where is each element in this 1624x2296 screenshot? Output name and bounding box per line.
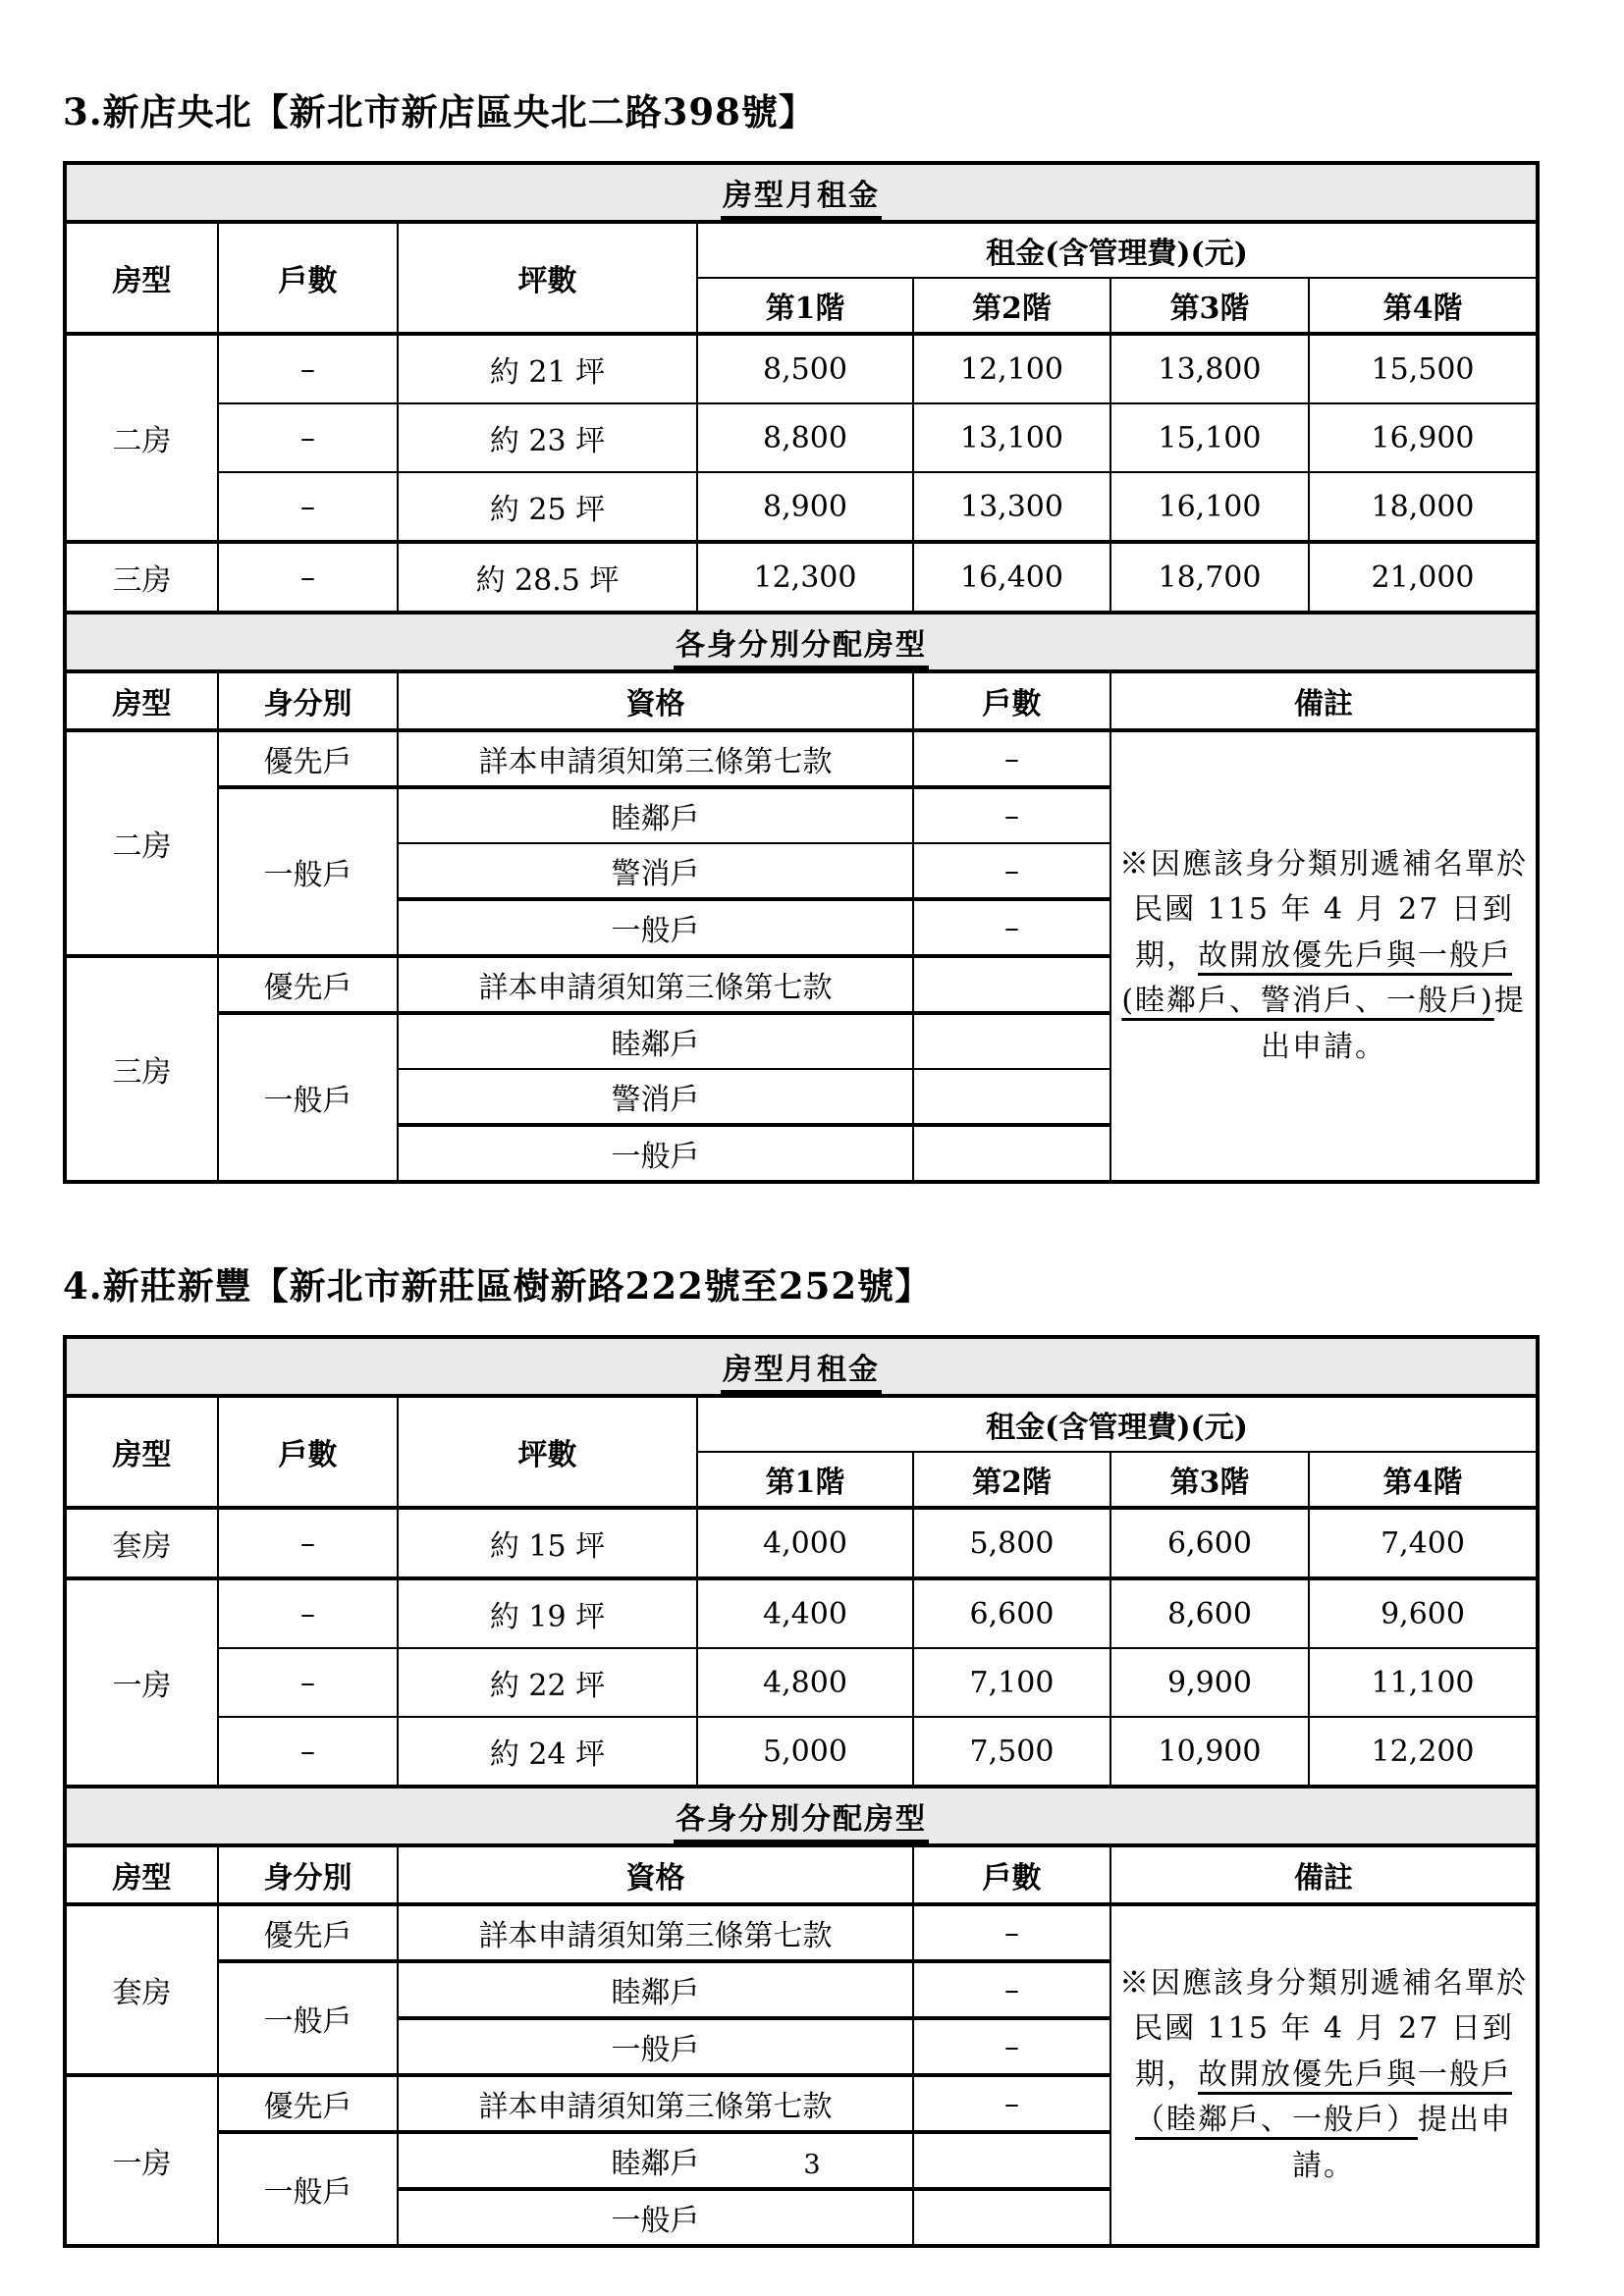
cell-households: – <box>913 1904 1110 1961</box>
note-text: 提出申請。 <box>1261 984 1526 1064</box>
cell-qualification: 睦鄰戶 <box>398 787 913 843</box>
cell-identity: 一般戶 <box>218 1013 398 1182</box>
cell-households <box>913 2189 1110 2246</box>
cell-tier-3: 16,100 <box>1110 472 1309 542</box>
header-households: 戶數 <box>218 222 398 334</box>
cell-area: 約 28.5 坪 <box>398 542 697 613</box>
cell-area: 約 15 坪 <box>398 1508 697 1578</box>
header-rent-group: 租金(含管理費)(元) <box>697 1396 1538 1452</box>
header-rent-group: 租金(含管理費)(元) <box>697 222 1538 278</box>
cell-tier-2: 7,500 <box>913 1717 1110 1787</box>
cell-tier-2: 13,100 <box>913 403 1110 472</box>
cell-qualification: 詳本申請須知第三條第七款 <box>398 2075 913 2132</box>
cell-qualification: 一般戶 <box>398 1125 913 1182</box>
cell-tier-3: 15,100 <box>1110 403 1309 472</box>
section-xinzhuang-xinfeng <box>63 1256 1561 2248</box>
banner-allocation <box>65 1787 1538 1845</box>
header-identity: 身分別 <box>218 671 398 730</box>
cell-identity: 優先戶 <box>218 730 398 787</box>
cell-room-type: 一房 <box>65 2075 218 2246</box>
note-text: ※因應該身分類別遞補名單於民國 115 年 4 月 27 日到期， <box>1119 1965 1529 2092</box>
cell-tier-1: 4,400 <box>697 1578 913 1648</box>
cell-qualification: 警消戶 <box>398 843 913 899</box>
header-room-type: 房型 <box>65 222 218 334</box>
cell-room-type: 二房 <box>65 730 218 956</box>
cell-tier-4: 21,000 <box>1309 542 1538 613</box>
cell-identity: 優先戶 <box>218 956 398 1013</box>
cell-room-type: 三房 <box>65 956 218 1182</box>
header-note: 備註 <box>1110 671 1538 730</box>
cell-tier-3: 10,900 <box>1110 1717 1309 1787</box>
header-note: 備註 <box>1110 1845 1538 1904</box>
cell-room-type: 套房 <box>65 1508 218 1578</box>
housing-table <box>63 1335 1540 2248</box>
cell-qualification: 詳本申請須知第三條第七款 <box>398 956 913 1013</box>
cell-tier-4: 11,100 <box>1309 1648 1538 1717</box>
section-title: 4.新莊新豐【新北市新莊區樹新路222號至252號】 <box>63 1264 933 1308</box>
cell-area: 約 22 坪 <box>398 1648 697 1717</box>
cell-households: – <box>913 899 1110 956</box>
cell-households: – <box>218 1508 398 1578</box>
cell-tier-1: 4,000 <box>697 1508 913 1578</box>
header-tier-4: 第4階 <box>1309 278 1538 334</box>
cell-room-type: 三房 <box>65 542 218 613</box>
note-underlined-text: 故開放優先戶與一般戶（睦鄰戶、一般戶） <box>1135 2056 1513 2138</box>
cell-tier-1: 12,300 <box>697 542 913 613</box>
header-tier-1: 第1階 <box>697 278 913 334</box>
section-title: 3.新店央北【新北市新店區央北二路398號】 <box>63 90 816 133</box>
header-qualification: 資格 <box>398 1845 913 1904</box>
banner-allocation <box>65 613 1538 671</box>
cell-qualification: 詳本申請須知第三條第七款 <box>398 1904 913 1961</box>
header-room-type: 房型 <box>65 671 218 730</box>
cell-tier-4: 16,900 <box>1309 403 1538 472</box>
cell-households: – <box>218 1578 398 1648</box>
cell-identity: 一般戶 <box>218 2132 398 2246</box>
cell-tier-1: 5,000 <box>697 1717 913 1787</box>
cell-households: – <box>218 1648 398 1717</box>
cell-qualification: 一般戶 <box>398 2018 913 2075</box>
header-area: 坪數 <box>398 1396 697 1508</box>
header-tier-3: 第3階 <box>1110 278 1309 334</box>
header-tier-3: 第3階 <box>1110 1452 1309 1508</box>
cell-area: 約 21 坪 <box>398 334 697 403</box>
cell-tier-1: 4,800 <box>697 1648 913 1717</box>
cell-tier-3: 9,900 <box>1110 1648 1309 1717</box>
cell-tier-4: 15,500 <box>1309 334 1538 403</box>
header-identity: 身分別 <box>218 1845 398 1904</box>
header-tier-2: 第2階 <box>913 1452 1110 1508</box>
cell-tier-3: 13,800 <box>1110 334 1309 403</box>
cell-identity: 一般戶 <box>218 787 398 956</box>
header-room-type: 房型 <box>65 1845 218 1904</box>
cell-tier-2: 13,300 <box>913 472 1110 542</box>
header-qualification: 資格 <box>398 671 913 730</box>
cell-tier-2: 16,400 <box>913 542 1110 613</box>
banner-rent-label: 房型月租金 <box>721 1353 882 1394</box>
header-tier-4: 第4階 <box>1309 1452 1538 1508</box>
cell-households: – <box>913 787 1110 843</box>
cell-identity: 優先戶 <box>218 1904 398 1961</box>
cell-tier-4: 7,400 <box>1309 1508 1538 1578</box>
cell-identity: 一般戶 <box>218 1961 398 2075</box>
banner-allocation-label: 各身分別分配房型 <box>674 628 929 669</box>
cell-tier-3: 8,600 <box>1110 1578 1309 1648</box>
cell-tier-2: 6,600 <box>913 1578 1110 1648</box>
cell-tier-3: 6,600 <box>1110 1508 1309 1578</box>
cell-area: 約 25 坪 <box>398 472 697 542</box>
cell-tier-2: 7,100 <box>913 1648 1110 1717</box>
header-area: 坪數 <box>398 222 697 334</box>
cell-tier-2: 5,800 <box>913 1508 1110 1578</box>
page-number: 3 <box>803 2150 821 2180</box>
cell-households: – <box>218 403 398 472</box>
cell-area: 約 23 坪 <box>398 403 697 472</box>
cell-area: 約 24 坪 <box>398 1717 697 1787</box>
header-households: 戶數 <box>218 1396 398 1508</box>
cell-qualification: 詳本申請須知第三條第七款 <box>398 730 913 787</box>
cell-households <box>913 1069 1110 1125</box>
note-text: ※因應該身分類別遞補名單於民國 115 年 4 月 27 日到期， <box>1119 846 1529 973</box>
cell-tier-4: 9,600 <box>1309 1578 1538 1648</box>
cell-qualification: 睦鄰戶 <box>398 1961 913 2018</box>
cell-households: – <box>913 2018 1110 2075</box>
section-xindian-yangbei <box>63 82 1561 1184</box>
cell-tier-1: 8,500 <box>697 334 913 403</box>
banner-rent-label: 房型月租金 <box>721 179 882 220</box>
cell-tier-2: 12,100 <box>913 334 1110 403</box>
note-underlined-text: 故開放優先戶與一般戶(睦鄰戶、警消戶、一般戶) <box>1121 937 1513 1019</box>
cell-tier-4: 12,200 <box>1309 1717 1538 1787</box>
cell-households: – <box>218 334 398 403</box>
cell-room-type: 套房 <box>65 1904 218 2075</box>
cell-tier-1: 8,800 <box>697 403 913 472</box>
header-tier-1: 第1階 <box>697 1452 913 1508</box>
cell-tier-3: 18,700 <box>1110 542 1309 613</box>
cell-tier-4: 18,000 <box>1309 472 1538 542</box>
header-households: 戶數 <box>913 1845 1110 1904</box>
header-tier-2: 第2階 <box>913 278 1110 334</box>
header-room-type: 房型 <box>65 1396 218 1508</box>
cell-households: – <box>218 472 398 542</box>
cell-qualification: 睦鄰戶 <box>398 1013 913 1069</box>
cell-households: – <box>218 1717 398 1787</box>
cell-qualification: 一般戶 <box>398 899 913 956</box>
cell-qualification: 睦鄰戶 <box>398 2132 913 2189</box>
housing-table <box>63 161 1540 1184</box>
cell-households: – <box>913 843 1110 899</box>
cell-households: – <box>913 730 1110 787</box>
cell-note <box>1110 730 1538 1182</box>
cell-room-type: 一房 <box>65 1578 218 1787</box>
note-text: 提出申請。 <box>1292 2103 1513 2183</box>
header-households: 戶數 <box>913 671 1110 730</box>
cell-qualification: 一般戶 <box>398 2189 913 2246</box>
cell-households: – <box>218 542 398 613</box>
cell-households <box>913 956 1110 1013</box>
cell-identity: 優先戶 <box>218 2075 398 2132</box>
cell-note <box>1110 1904 1538 2246</box>
cell-tier-1: 8,900 <box>697 472 913 542</box>
cell-area: 約 19 坪 <box>398 1578 697 1648</box>
banner-rent <box>65 163 1538 222</box>
cell-room-type: 二房 <box>65 334 218 542</box>
banner-allocation-label: 各身分別分配房型 <box>674 1802 929 1843</box>
banner-rent <box>65 1337 1538 1396</box>
cell-qualification: 警消戶 <box>398 1069 913 1125</box>
cell-households: – <box>913 2075 1110 2132</box>
cell-households <box>913 1013 1110 1069</box>
cell-households <box>913 1125 1110 1182</box>
cell-households: – <box>913 1961 1110 2018</box>
